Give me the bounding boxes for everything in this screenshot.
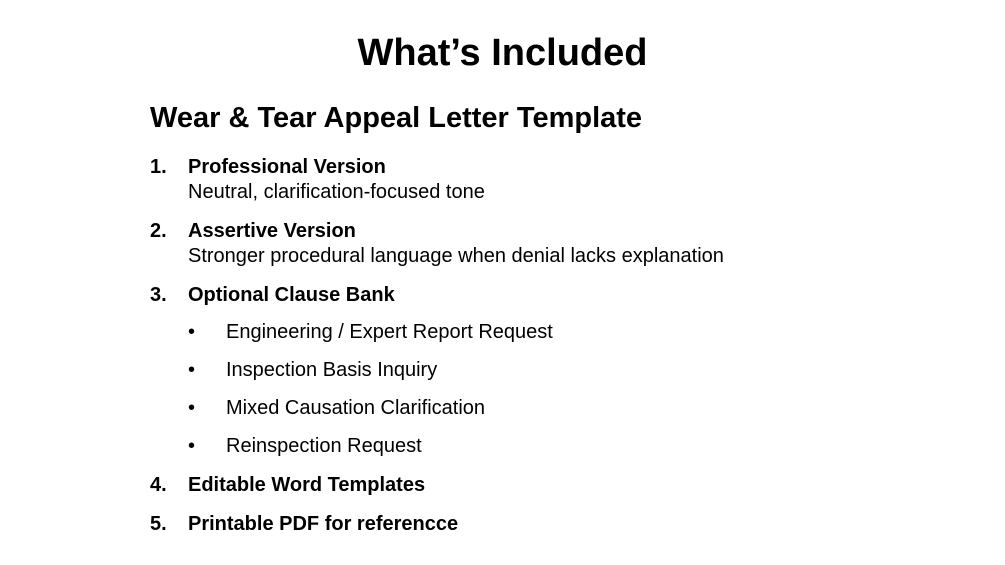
- bullet-icon: •: [188, 435, 196, 457]
- list-item-title: Printable PDF for referencce: [188, 513, 459, 535]
- sub-list-item: [188, 434, 950, 459]
- sub-list-item-label: Reinspection Request: [226, 435, 422, 457]
- list-item-number: 1.: [150, 156, 167, 178]
- list-item-number: 2.: [150, 220, 167, 242]
- list-item-title: Professional Version: [188, 156, 386, 178]
- list-item: [150, 155, 950, 205]
- sub-list-item-label: Mixed Causation Clarification: [226, 397, 486, 419]
- sub-list-item-label: Inspection Basis Inquiry: [226, 359, 438, 381]
- list-item-title: Optional Clause Bank: [188, 284, 395, 306]
- sub-list-item-label: Engineering / Expert Report Request: [226, 321, 553, 343]
- list-item: [150, 283, 950, 459]
- slide-title: What’s Included: [357, 32, 648, 74]
- list-item: [150, 512, 950, 537]
- bullet-icon: •: [188, 397, 196, 419]
- list-item-description: Stronger procedural language when denial lacks explanation: [188, 245, 724, 267]
- list-item: [150, 473, 950, 498]
- bullet-icon: •: [188, 359, 196, 381]
- list-item: [150, 219, 950, 269]
- list-item-description: Neutral, clarification-focused tone: [188, 181, 485, 203]
- list-item-title: Assertive Version: [188, 220, 356, 242]
- sub-list-item: [188, 396, 950, 421]
- list-item-number: 4.: [150, 474, 167, 496]
- list-item-number: 5.: [150, 513, 167, 535]
- bullet-icon: •: [188, 321, 196, 343]
- slide-subtitle: Wear & Tear Appeal Letter Template: [150, 102, 643, 134]
- list-item-title: Editable Word Templates: [188, 474, 426, 496]
- list-item-number: 3.: [150, 284, 167, 306]
- sub-list-item: [188, 320, 950, 345]
- sub-list-item: [188, 358, 950, 383]
- clause-bank-list: [188, 320, 950, 459]
- included-list: [150, 155, 950, 551]
